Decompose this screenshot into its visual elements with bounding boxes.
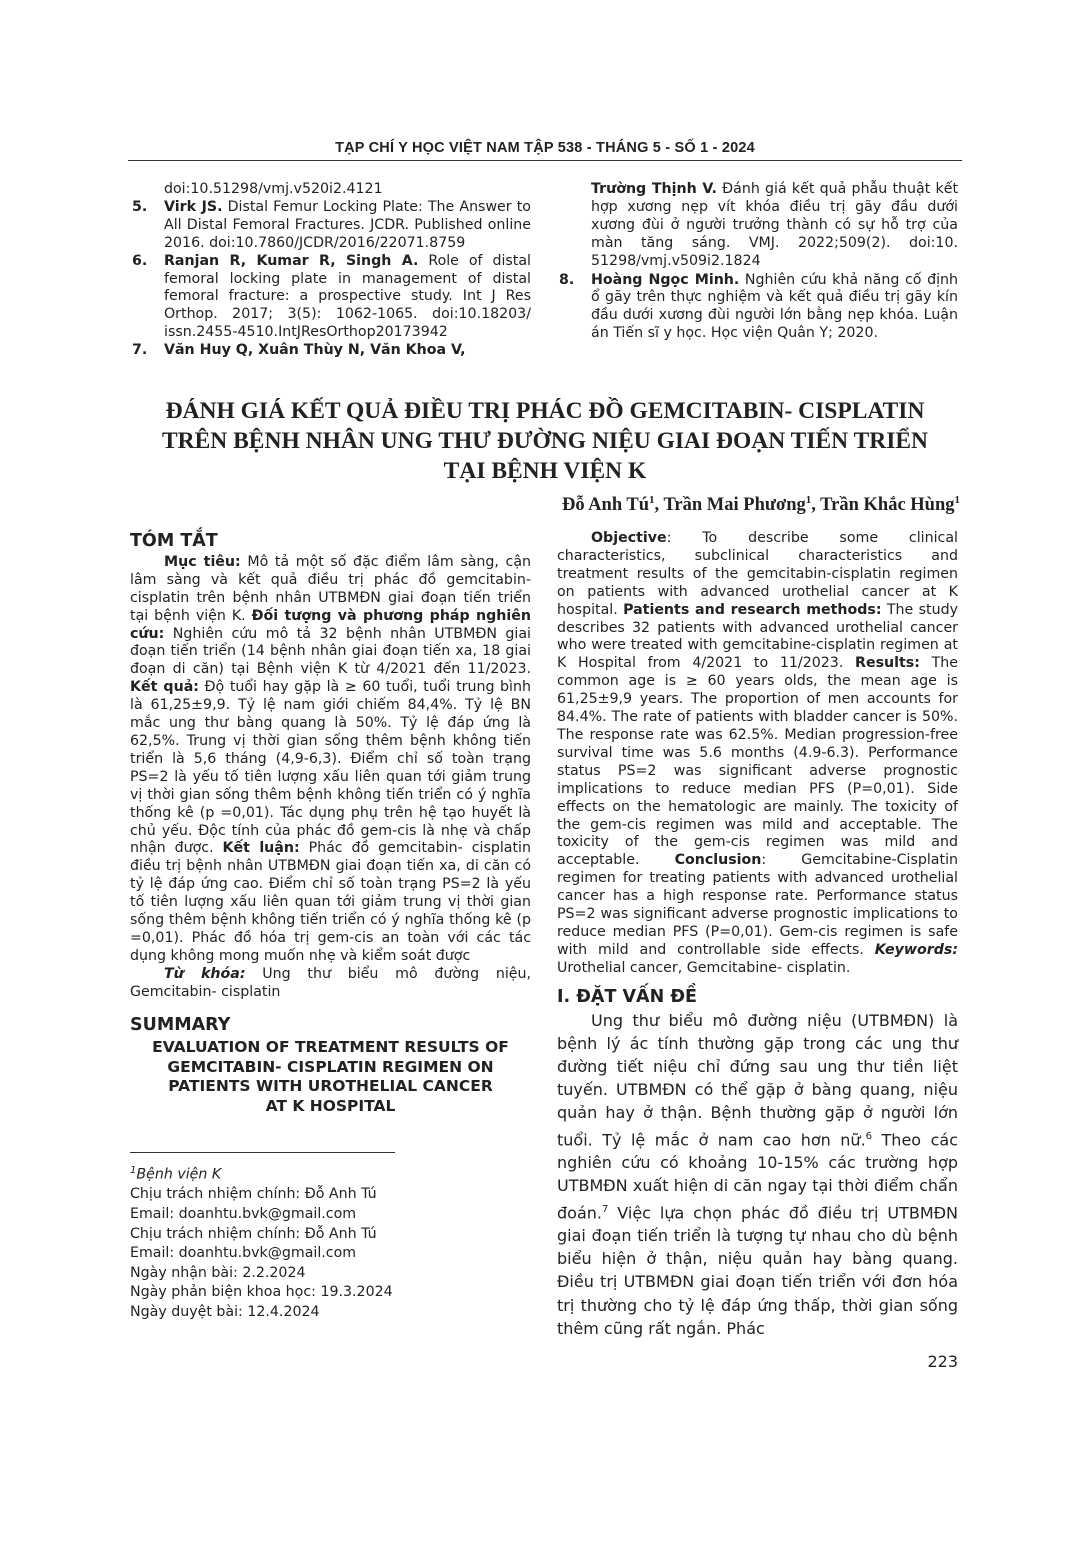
reference-text: Distal Femur Locking Plate: The Answer to All Distal Femoral Fractures. JCDR. Published online 2016. doi:10.7860/JCDR/2016/22071.8759 <box>164 198 531 251</box>
page-number: 223 <box>927 1352 958 1371</box>
header-rule <box>128 160 962 161</box>
summary-title-line: GEMCITABIN- CISPLATIN REGIMEN ON <box>167 1057 494 1076</box>
reference-number: 6. <box>132 252 148 269</box>
author-affiliation: 1 <box>649 494 655 506</box>
reference-text: Đánh giá kết quả phẫu thuật kết hợp xương nẹp vít khóa điều trị gãy đầu dưới xương đùi ở người trưởng thành có sự hỗ trợ của màn tăng sáng. VMJ. 2022;509(2). doi:10. 51298/vmj.v509i2.1824 <box>591 181 959 269</box>
ket-qua-text: Độ tuổi hay gặp là ≥ 60 tuổi, tuổi trung bình là 61,25±9,9. Tỷ lệ nam giới chiếm 84,4%. Tỷ lệ BN mắc ung thư bàng quang là 50%. Tỷ lệ đáp ứng là 62,5%. Trung vị thời gian sống thêm bệnh không tiến triển là 5,6 tháng (4,9-6,3). Điểm chỉ số toàn trạng PS=2 là yếu tố tiên lượng xấu liên quan tới giảm trung vị thời gian sống thêm bệnh không tiến triển có ý nghĩa thống kê (p =0,01). Tác dụng phụ trên hệ tạo huyết là chủ yếu. Độc tính của phác đồ gem-cis là nhẹ và chấp nhận được. <box>130 679 531 857</box>
objective-text: : To describe some clinical characteristics, subclinical characteristics and treatment results of the gemcitabin-cisplatin regimen on patients with advanced urothelial cancer at K hospital. <box>557 530 958 618</box>
tu-khoa-text: Ung thư biểu mô đường niệu, Gemcitabin- cisplatin <box>130 965 531 1000</box>
reference-number: 8. <box>559 271 575 288</box>
reference-7 <box>130 342 531 360</box>
doi-tuong-label: Đối tượng và phương pháp nghiên cứu: <box>130 607 531 642</box>
keywords-text: Urothelial cancer, Gemcitabine- cisplatin. <box>557 959 851 976</box>
references-left <box>130 181 531 360</box>
reference-5 <box>130 199 531 253</box>
reference-authors: Virk JS. <box>164 198 223 215</box>
keywords-label: Keywords: <box>874 941 958 958</box>
abstract-vietnamese <box>130 533 531 1116</box>
conclusion-text: : Gemcitabine-Cisplatin regimen for treating patients with advanced urothelial cancer has a high response rate. Performance status PS=2 was significant adverse prognostic implications to reduce median PFS (P=0,01). Gem-cis regimen is safe with mild and controllable side effects. <box>557 852 958 958</box>
summary-title <box>130 1038 531 1116</box>
footnote-rule <box>130 1152 395 1153</box>
summary-body <box>557 530 958 978</box>
intro-body <box>557 1009 958 1341</box>
results-label: Results: <box>855 655 920 672</box>
tu-khoa-label: Từ khóa: <box>164 965 246 982</box>
reference-authors: Hoàng Ngọc Minh. <box>591 271 740 288</box>
reference-text: doi:10.51298/vmj.v520i2.4121 <box>164 181 383 197</box>
summary-title-line: EVALUATION OF TREATMENT RESULTS OF <box>152 1038 509 1057</box>
affiliation-text: Bệnh viện K <box>136 1166 222 1183</box>
authors <box>562 494 960 516</box>
reference-7-continuation <box>557 181 958 271</box>
intro-text-part: Việc lựa chọn phác đồ điều trị UTBMĐN giai đoạn tiến triển là tượng tự nhau cho dù bệnh biểu hiện ở thận, niệu quản hay bàng quang. Điều trị UTBMĐN giai đoạn tiến triển với đơn hóa trị thường cho tỷ lệ đáp ứng thấp, thời gian sống thêm cũng rất ngắn. Phác <box>557 1202 958 1338</box>
reference-continuation <box>130 181 531 199</box>
author-affiliation: 1 <box>954 494 960 506</box>
methods-label: Patients and research methods: <box>623 601 882 618</box>
title-line: TRÊN BỆNH NHÂN UNG THƯ ĐƯỜNG NIỆU GIAI ĐOẠN TIẾN TRIỂN <box>161 428 929 454</box>
reference-6 <box>130 253 531 343</box>
footnote-line: Chịu trách nhiệm chính: Đỗ Anh Tú <box>130 1186 377 1203</box>
tom-tat-body <box>130 554 531 966</box>
footnote-line: Ngày nhận bài: 2.2.2024 <box>130 1264 306 1281</box>
references-right <box>557 181 958 343</box>
reference-8 <box>557 272 958 344</box>
article-title <box>128 396 962 486</box>
abstract-english <box>557 530 958 1340</box>
reference-authors: Trường Thịnh V. <box>591 181 717 197</box>
footnote-line: Chịu trách nhiệm chính: Đỗ Anh Tú <box>130 1225 377 1242</box>
muc-tieu-label: Mục tiêu: <box>164 553 241 570</box>
tu-khoa <box>130 966 531 1002</box>
reference-number: 7. <box>132 342 148 359</box>
title-line: ĐÁNH GIÁ KẾT QUẢ ĐIỀU TRỊ PHÁC ĐỒ GEMCITABIN- CISPLATIN <box>165 398 925 424</box>
footnote-line: Ngày duyệt bài: 12.4.2024 <box>130 1303 320 1320</box>
reference-number: 5. <box>132 198 148 215</box>
results-text: The common age is ≥ 60 years olds, the mean age is 61,25±9,9 years. The proportion of men accounts for 84.4%. The rate of patients with bladder cancer is 50%. The response rate was 62.5%. Median progression-free survival time was 5.6 months (4.9-6.3). Performance status PS=2 was significant adverse prognostic implications to reduce median PFS (P=0,01). Side effects on the hematologic are mainly. The toxicity of the gem-cis regimen was mild and acceptable. The toxicity of the gem-cis regimen was mild and acceptable. <box>557 655 958 869</box>
footnotes <box>130 1161 530 1322</box>
citation: 6 <box>865 1130 873 1142</box>
reference-text: Role of distal femoral locking plate in management of distal femoral fracture: a prospective study. Int J Res Orthop. 2017; 3(5): 1062-1065. doi:10.18203/ issn.2455-4510.IntJResOrthop20173942 <box>164 252 532 341</box>
author-name: Đỗ Anh Tú <box>561 495 650 516</box>
ket-qua-label: Kết quả: <box>130 679 199 696</box>
doi-tuong-text: Nghiên cứu mô tả 32 bệnh nhân UTBMĐN giai đoạn tiến triển (14 bệnh nhân giai đoạn tiến xa, 18 giai đoạn di căn) tại Bệnh viện K từ 4/2021 đến 11/2023. <box>130 625 531 678</box>
running-header: TẠP CHÍ Y HỌC VIỆT NAM TẬP 538 - THÁNG 5 - SỐ 1 - 2024 <box>335 140 755 156</box>
title-line: TẠI BỆNH VIỆN K <box>443 458 647 484</box>
citation: 7 <box>601 1203 609 1215</box>
methods-text: The study describes 32 patients with advanced urothelial cancer who were treated with gemcitabine-cisplatin regimen at K Hospital from 4/2021 to 11/2023. <box>557 601 958 672</box>
author-separator: , <box>654 495 664 516</box>
reference-authors: Văn Huy Q, Xuân Thùy N, Văn Khoa V, <box>164 342 466 359</box>
ket-luan-text: Phác đồ gemcitabin- cisplatin điều trị bệnh nhân UTBMĐN giai đoạn tiến xa, di căn có tỷ lệ đáp ứng cao. Điểm chỉ số toàn trạng PS=2 là yếu tố tiên lượng xấu liên quan tới giảm trung vị thời gian sống thêm bệnh không tiến triển có ý nghĩa thống kê (p =0,01). Phác đồ hóa trị gem-cis an toàn với các tác dụng không mong muốn nhẹ và kiểm soát được <box>130 840 531 964</box>
muc-tieu-text: Mô tả một số đặc điểm lâm sàng, cận lâm sàng và kết quả điều trị phác đồ gemcitabin-cisplatin trên bệnh nhân UTBMĐN giai đoạn tiến triển tại bệnh viện K. <box>130 553 532 624</box>
author-name: Trần Mai Phương <box>663 495 806 516</box>
intro-text-part: Theo các nghiên cứu có khoảng 10-15% các trường hợp UTBMĐN xuất hiện di căn ngay tại thời điểm chẩn đoán. <box>557 1129 958 1222</box>
summary-heading: SUMMARY <box>130 1014 231 1035</box>
reference-authors: Ranjan R, Kumar R, Singh A. <box>164 252 419 269</box>
footnote-line: Email: doanhtu.bvk@gmail.com <box>130 1205 357 1222</box>
tom-tat-heading: TÓM TẮT <box>130 531 218 551</box>
footnote-line: Ngày phản biện khoa học: 19.3.2024 <box>130 1284 393 1301</box>
author-name: Trần Khắc Hùng <box>820 495 955 516</box>
author-separator: , <box>811 495 821 516</box>
intro-heading: I. ĐẶT VẤN ĐỀ <box>557 986 697 1007</box>
footnote-line: Email: doanhtu.bvk@gmail.com <box>130 1245 357 1262</box>
objective-label: Objective <box>591 530 667 546</box>
conclusion-label: Conclusion <box>674 852 762 869</box>
intro-text-part: Ung thư biểu mô đường niệu (UTBMĐN) là bệnh lý ác tính thường gặp trong các ung thư đường tiết niệu chỉ đứng sau ung thư tiền liệt tuyến. UTBMĐN có thể gặp ở bàng quang, niệu quản hay ở thận. Bệnh thường gặp ở người lớn tuổi. Tỷ lệ mắc ở nam cao hơn nữ. <box>557 1010 958 1149</box>
ket-luan-label: Kết luận: <box>222 840 300 857</box>
affiliation <box>130 1161 530 1185</box>
affiliation-number: 1 <box>130 1165 137 1176</box>
summary-title-line: PATIENTS WITH UROTHELIAL CANCER <box>168 1077 493 1096</box>
reference-text: Nghiên cứu khả năng cố định ổ gãy trên thực nghiệm và kết quả điều trị gãy kín đầu dưới xương đùi người lớn bằng nẹp khóa. Luận án Tiến sĩ y học. Học viện Quân Y; 2020. <box>591 271 958 342</box>
author-affiliation: 1 <box>805 494 812 506</box>
summary-title-line: AT K HOSPITAL <box>265 1096 396 1115</box>
